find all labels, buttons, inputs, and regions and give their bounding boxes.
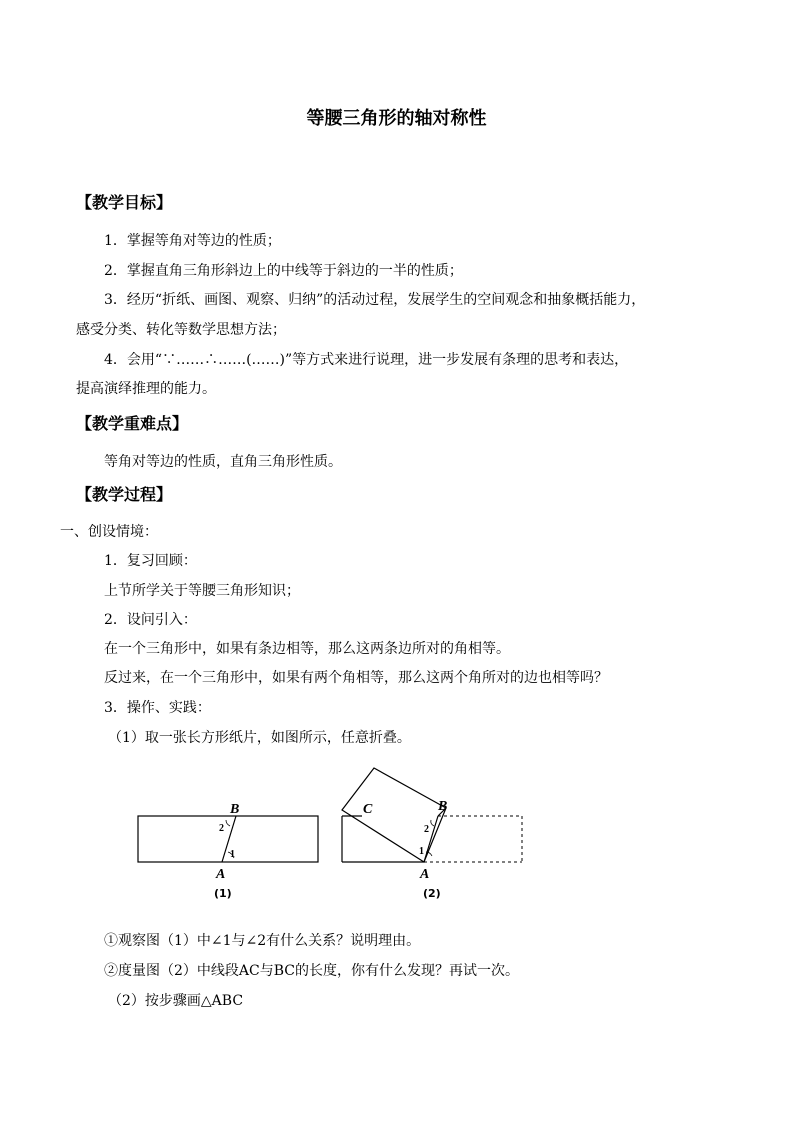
angle-arc (431, 820, 434, 826)
step-text: （2）按步骤画△ABC (108, 993, 244, 1009)
rectangle-paper (138, 816, 318, 862)
step-heading: 1．复习回顾： (104, 553, 197, 569)
angle-arc (226, 820, 230, 826)
figure-1 (138, 802, 318, 900)
figure-caption: (1) (214, 887, 232, 900)
objective-item: 1．掌握等角对等边的性质； (104, 233, 281, 249)
step-text: （1）取一张长方形纸片，如图所示，任意折叠。 (108, 730, 411, 746)
section-heading: 一、创设情境： (60, 524, 158, 540)
step-text: 上节所学关于等腰三角形知识； (104, 583, 300, 599)
label-a: A (420, 867, 430, 882)
folded-flap (342, 768, 446, 862)
objectives-heading: 【教学目标】 (76, 193, 173, 212)
question-1: ①观察图（1）中∠1与∠2有什么关系？说明理由。 (104, 933, 421, 949)
objective-item: 提高演绎推理的能力。 (76, 381, 216, 397)
objective-item: 2．掌握直角三角形斜边上的中线等于斜边的一半的性质； (104, 263, 463, 279)
objective-item: 3．经历“折纸、画图、观察、归纳”的活动过程，发展学生的空间观念和抽象概括能力， (104, 292, 646, 308)
objective-item: 感受分类、转化等数学思想方法； (76, 322, 286, 338)
step-text: 在一个三角形中，如果有条边相等，那么这两条边所对的角相等。 (104, 641, 510, 657)
step-heading: 2．设问引入： (104, 612, 197, 628)
question-2: ②度量图（2）中线段AC与BC的长度，你有什么发现？再试一次。 (104, 963, 519, 979)
step-text: 反过来，在一个三角形中，如果有两个角相等，那么这两个角所对的边也相等吗？ (104, 670, 608, 686)
objective-item: 4．会用“∵……∴……(……)”等方式来进行说理，进一步发展有条理的思考和表达， (104, 352, 629, 368)
label-b: B (230, 802, 240, 817)
angle-2-label: 2 (219, 823, 224, 834)
figure-2 (342, 768, 522, 900)
process-heading: 【教学过程】 (76, 485, 173, 504)
step-heading: 3．操作、实践： (104, 700, 211, 716)
label-c: C (363, 802, 373, 817)
label-a: A (216, 867, 226, 882)
folding-diagram (128, 760, 548, 910)
angle-2-label: 2 (424, 824, 429, 835)
figure-caption: (2) (423, 887, 441, 900)
label-b: B (438, 799, 448, 814)
page-title: 等腰三角形的轴对称性 (306, 108, 487, 129)
folding-figure (128, 760, 548, 910)
angle-1-label: 1 (419, 846, 424, 857)
key-points-text: 等角对等边的性质，直角三角形性质。 (104, 454, 342, 470)
angle-1-label: 1 (230, 849, 235, 860)
key-points-heading: 【教学重难点】 (76, 414, 189, 433)
